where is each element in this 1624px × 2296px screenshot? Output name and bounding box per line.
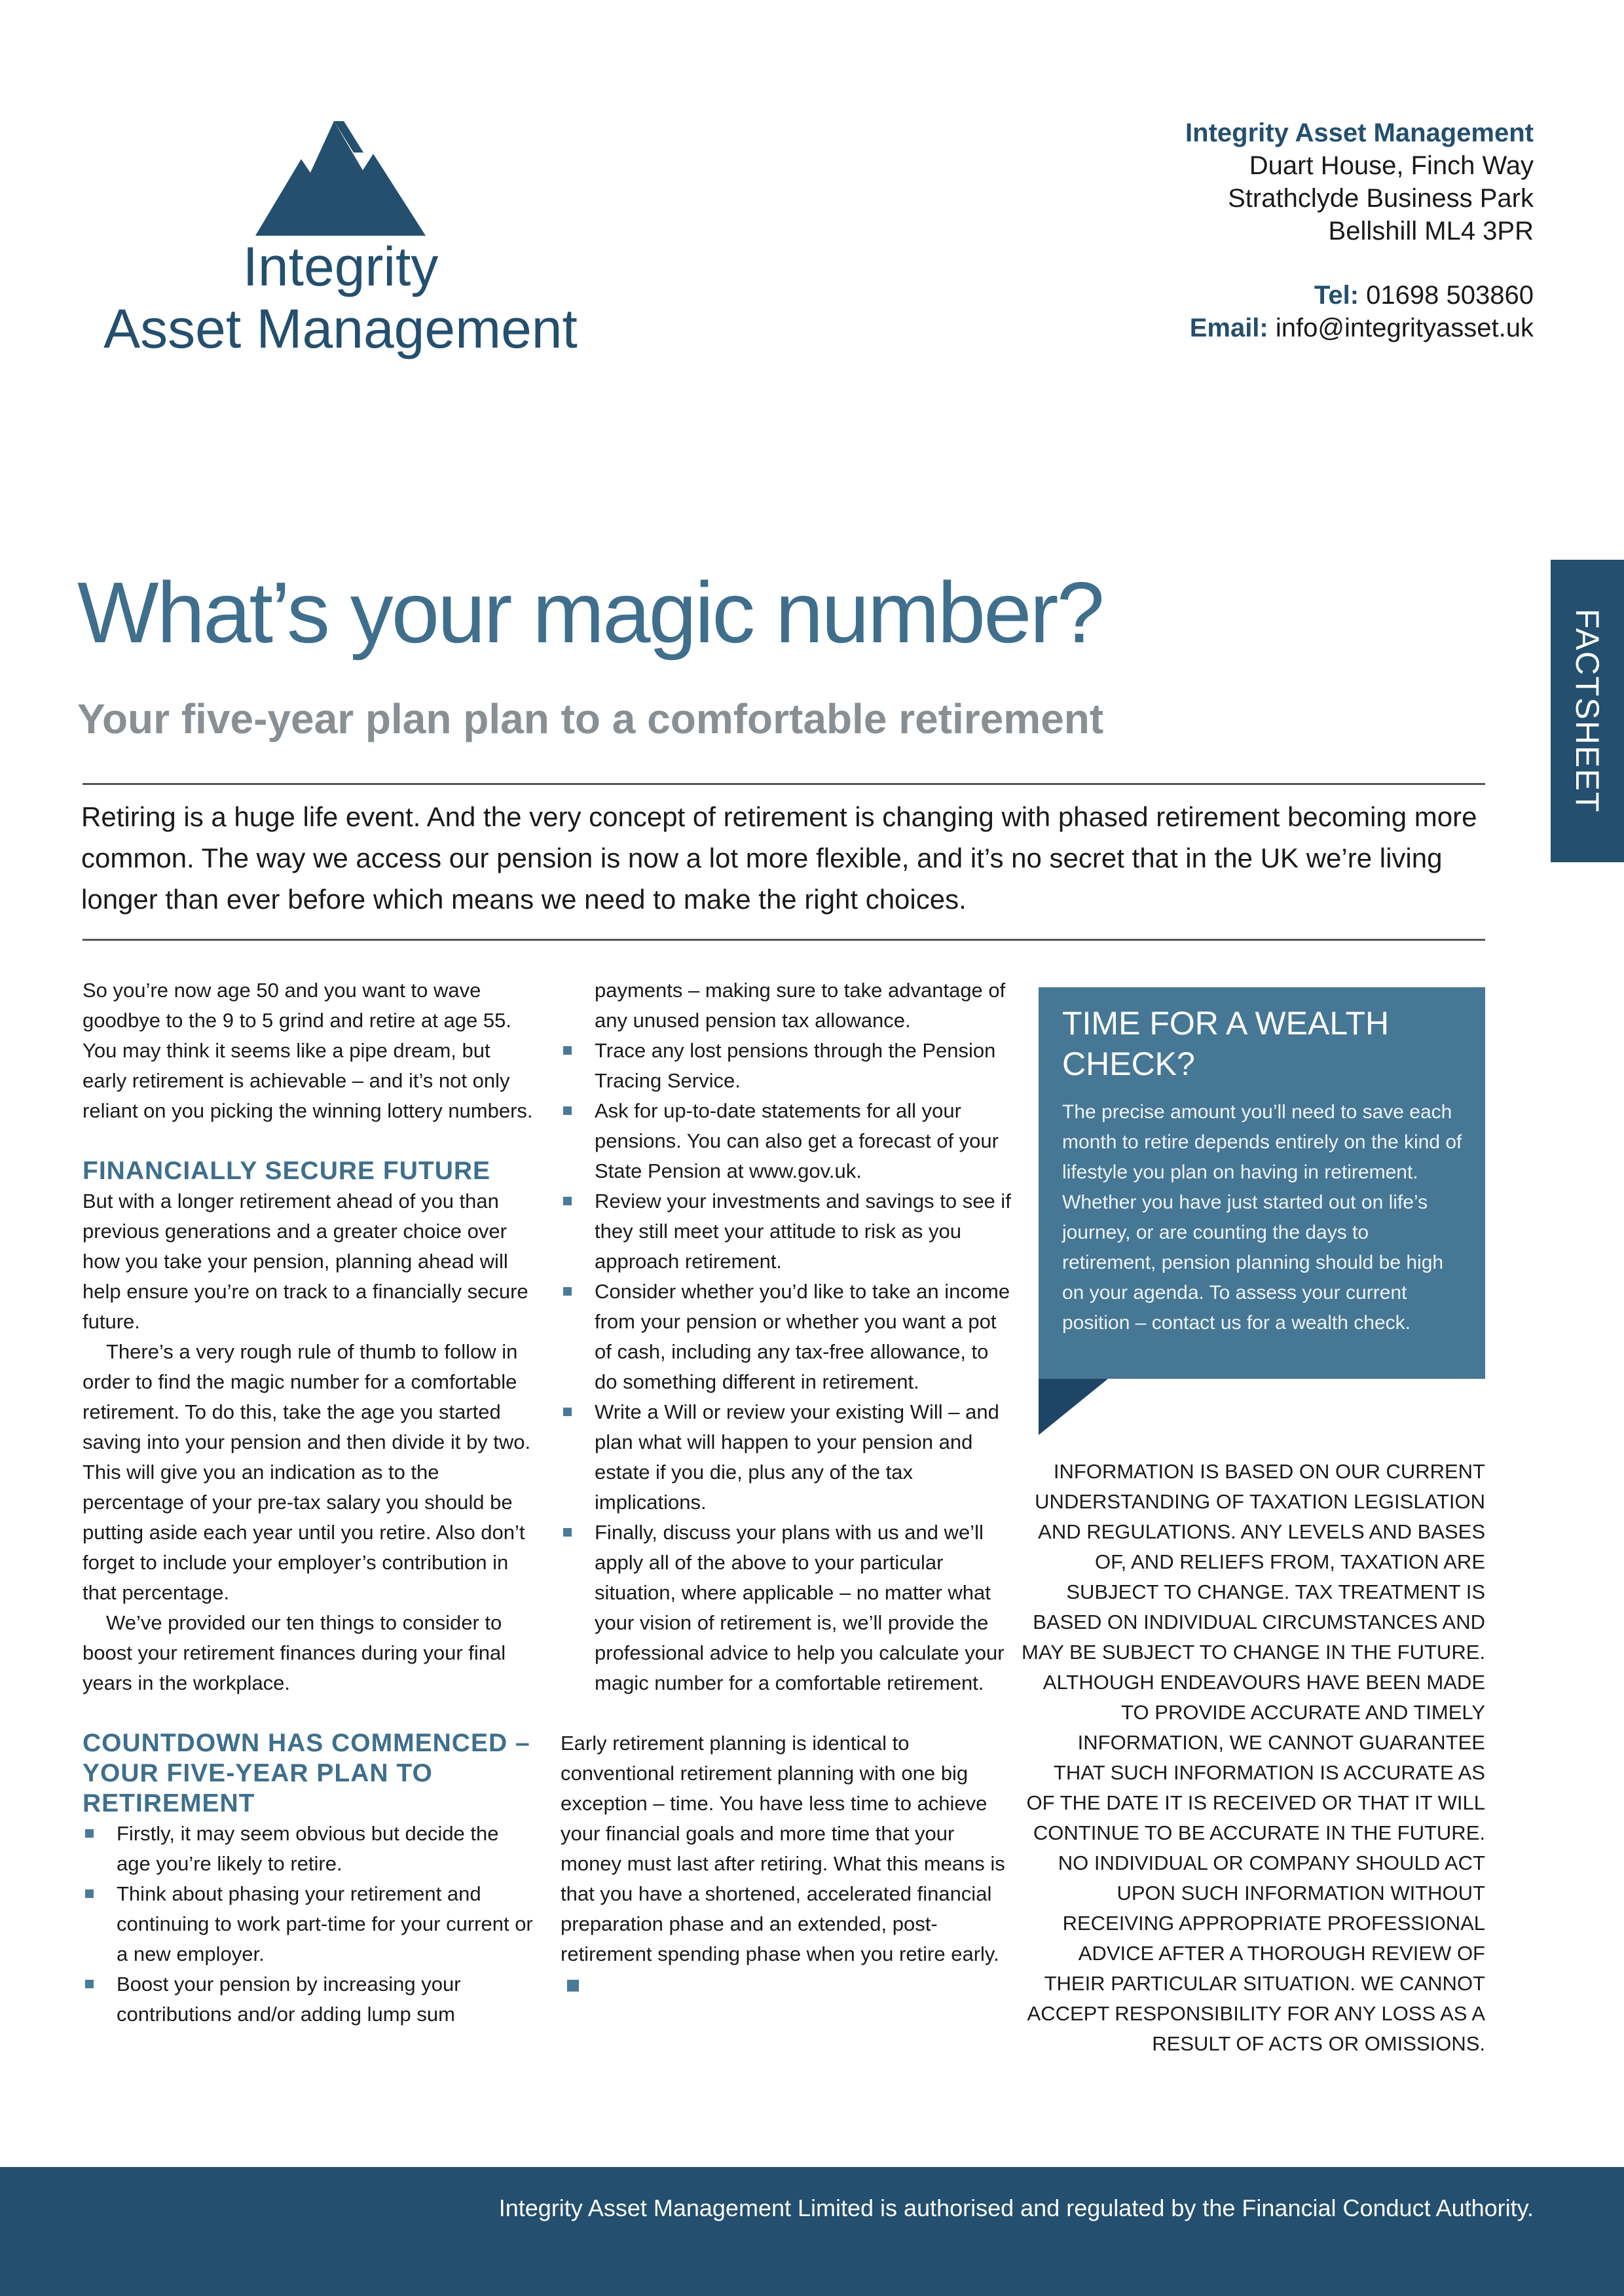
email-address: info@integrityasset.uk [1275, 314, 1534, 342]
list-item: Write a Will or review your existing Will – and plan what will happen to your pension and estate if you die, plus any of the tax implications. [561, 1397, 1012, 1518]
tel-number: 01698 503860 [1366, 281, 1534, 310]
section-heading-secure-future: FINANCIALLY SECURE FUTURE [83, 1157, 491, 1185]
address-line3: Bellshill ML4 3PR [1328, 217, 1534, 246]
tel-label: Tel: [1314, 281, 1359, 310]
closing-paragraph [561, 1728, 1012, 1999]
factsheet-tab-label: FACTSHEET [1569, 608, 1606, 814]
company-logo [79, 121, 602, 370]
footer-bar [0, 2167, 1624, 2296]
plan-bullet-list [83, 1819, 534, 2030]
body-paragraph: We’ve provided our ten things to consider to boost your retirement finances during your final years in the workplace. [83, 1611, 506, 1694]
logo-text-line1: Integrity [242, 236, 439, 297]
box-fold-decoration [1039, 1379, 1108, 1435]
column-1 [83, 975, 534, 2030]
column-2 [561, 975, 1012, 1999]
wealth-check-heading: TIME FOR A WEALTH CHECK? [1062, 1005, 1390, 1082]
page-title: What’s your magic number? [77, 564, 1103, 661]
email-label: Email: [1189, 314, 1268, 342]
bullet-continuation: payments – making sure to take advantage of any unused pension tax allowance. [595, 979, 1006, 1032]
address-line2: Strathclyde Business Park [1228, 184, 1534, 213]
regulatory-statement: Integrity Asset Management Limited is authorised and regulated by the Financial Conduct Authority. [498, 2195, 1534, 2221]
end-square-icon [567, 1980, 579, 1992]
list-item: Ask for up-to-date statements for all your pensions. You can also get a forecast of your State Pension at www.gov.uk. [561, 1096, 1012, 1186]
wealth-check-box [1039, 987, 1485, 1379]
list-item: Firstly, it may seem obvious but decide the age you’re likely to retire. [83, 1819, 534, 1879]
logo-text-line2: Asset Management [103, 298, 578, 359]
body-paragraph: There’s a very rough rule of thumb to follow in order to find the magic number for a comfortable retirement. To do this, take the age you started saving into your pension and then divide it by two. This will give you an indication as to the percentage of your pre-tax salary you should be putting aside each year until you retire. Also don’t forget to include your employer’s contribution in that percentage. [83, 1340, 531, 1604]
opening-paragraph: So you’re now age 50 and you want to wave goodbye to the 9 to 5 grind and retire at age 55. You may think it seems like a pipe dream, but early retirement is achievable – and it’s not only reliant on you picking the winning lottery numbers. [83, 979, 533, 1122]
mountain-peaks-icon [255, 121, 426, 236]
legal-disclaimer: INFORMATION IS BASED ON OUR CURRENT UNDERSTANDING OF TAXATION LEGISLATION AND REGULATIONS. ANY LEVELS AND BASES OF, AND RELIEFS FROM, TAXATION ARE SUBJECT TO CHANGE. TAX TREATMENT IS BASED ON INDIVIDUAL CIRCUMSTANCES AND MAY BE SUBJECT TO CHANGE IN THE FUTURE. ALTHOUGH ENDEAVOURS HAVE BEEN MADE TO PROVIDE ACCURATE AND TIMELY INFORMATION, WE CANNOT GUARANTEE THAT SUCH INFORMATION IS ACCURATE AS OF THE DATE IT IS RECEIVED OR THAT IT WILL CONTINUE TO BE ACCURATE IN THE FUTURE. NO INDIVIDUAL OR COMPANY SHOULD ACT UPON SUCH INFORMATION WITHOUT RECEIVING APPROPRIATE PROFESSIONAL ADVICE AFTER A THOROUGH REVIEW OF THEIR PARTICULAR SITUATION. WE CANNOT ACCEPT RESPONSIBILITY FOR ANY LOSS AS A RESULT OF ACTS OR OMISSIONS. [1022, 1460, 1485, 2055]
email-row [944, 312, 1534, 344]
address-line1: Duart House, Finch Way [1249, 151, 1534, 180]
section-heading-countdown: COUNTDOWN HAS COMMENCED – YOUR FIVE-YEAR PLAN TO RETIREMENT [83, 1729, 530, 1817]
factsheet-tab [1551, 560, 1624, 862]
address-company: Integrity Asset Management [1185, 118, 1534, 147]
telephone-row [944, 279, 1534, 312]
list-item: Finally, discuss your plans with us and we’ll apply all of the above to your particular situation, where applicable – no matter what your vision of retirement is, we’ll provide the professional advice to help you calculate your magic number for a comfortable retirement. [561, 1518, 1012, 1698]
plan-bullet-list-continued [561, 1036, 1012, 1698]
divider-top [83, 783, 1485, 785]
intro-paragraph: Retiring is a huge life event. And the very concept of retirement is changing with phased retirement becoming more common. The way we access our pension is now a lot more flexible, and it’s no secret that in the UK we’re living longer than ever before which means we need to make the right choices. [81, 801, 1477, 915]
closing-text: Early retirement planning is identical to conventional retirement planning with one big exception – time. You have less time to achieve your financial goals and more time that your money must last after retiring. What this means is that you have a shortened, accelerated financial preparation phase and an extended, post-retirement spending phase when you retire early. [561, 1732, 1005, 1965]
list-item: Trace any lost pensions through the Pension Tracing Service. [561, 1036, 1012, 1096]
wealth-check-body: The precise amount you’ll need to save each month to retire depends entirely on the kind of lifestyle you plan on having in retirement. Whether you have just started out on life’s journey, or are counting the days to retirement, pension planning should be high on your agenda. To assess your current position – contact us for a wealth check. [1062, 1101, 1462, 1334]
list-item: Boost your pension by increasing your contributions and/or adding lump sum [83, 1969, 534, 2030]
list-item: Think about phasing your retirement and continuing to work part-time for your current or a new employer. [83, 1879, 534, 1969]
page-subtitle: Your five-year plan plan to a comfortable retirement [77, 695, 1104, 742]
divider-bottom [83, 939, 1485, 941]
body-paragraph: But with a longer retirement ahead of you than previous generations and a greater choice over how you take your pension, planning ahead will help ensure you’re on track to a financially secure future. [83, 1190, 528, 1333]
contact-address [944, 117, 1534, 344]
list-item: Consider whether you’d like to take an income from your pension or whether you want a pot of cash, including any tax-free allowance, to do something different in retirement. [561, 1277, 1012, 1397]
list-item: Review your investments and savings to see if they still meet your attitude to risk as you approach retirement. [561, 1186, 1012, 1277]
